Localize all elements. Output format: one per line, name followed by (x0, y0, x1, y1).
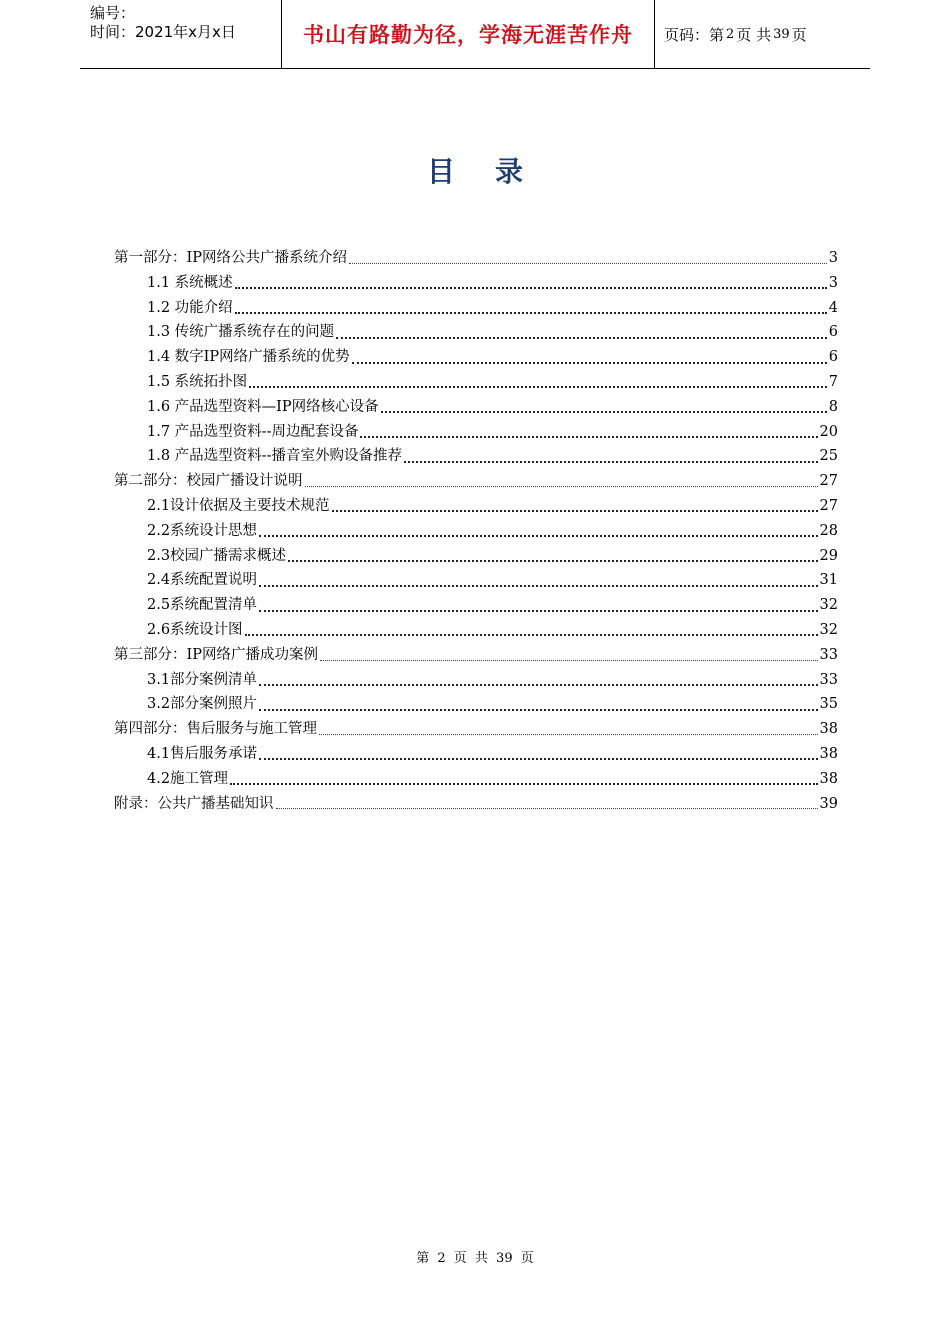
toc-entry[interactable] (114, 395, 838, 420)
toc-leader-dots (360, 435, 817, 438)
header-page-mid: 页 共 (736, 25, 772, 44)
toc-leader-dots (259, 757, 817, 760)
toc-entry[interactable] (114, 593, 838, 618)
toc-leader-dots (235, 311, 827, 314)
toc-entry[interactable] (114, 246, 838, 271)
toc-entry-label: 3.2部分案例照片 (147, 696, 258, 713)
toc-entry[interactable] (114, 519, 838, 544)
header-code-label: 编号： (90, 4, 136, 22)
page-header (80, 0, 870, 69)
header-motto: 书山有路勤为径，学海无涯苦作舟 (303, 23, 633, 47)
toc-entry-page: 35 (819, 696, 838, 713)
toc-entry-label: 2.4系统配置说明 (147, 572, 258, 589)
header-meta (80, 0, 281, 68)
toc-entry-page: 39 (819, 795, 838, 812)
toc-entry[interactable] (114, 345, 838, 370)
table-of-contents (114, 246, 838, 816)
toc-entry-label: 1.7 产品选型资料--周边配套设备 (147, 423, 359, 440)
header-page-info (655, 0, 870, 68)
toc-leader-dots (349, 262, 827, 264)
toc-entry-label: 第二部分：校园广播设计说明 (114, 473, 303, 490)
toc-entry-label: 2.2系统设计思想 (147, 522, 258, 539)
toc-entry[interactable] (114, 271, 838, 296)
toc-entry[interactable] (114, 469, 838, 494)
header-motto-cell (281, 0, 655, 68)
toc-entry-label: 1.6 产品选型资料—IP网络核心设备 (147, 398, 379, 415)
toc-leader-dots (259, 708, 817, 711)
toc-entry[interactable] (114, 618, 838, 643)
toc-entry-page: 6 (828, 324, 838, 341)
header-page-prefix: 页码：第 (664, 25, 725, 44)
toc-entry[interactable] (114, 792, 838, 817)
toc-entry-label: 2.5系统配置清单 (147, 597, 258, 614)
toc-entry-page: 27 (819, 473, 838, 490)
toc-leader-dots (259, 683, 817, 686)
toc-entry-page: 3 (828, 274, 838, 291)
toc-entry[interactable] (114, 643, 838, 668)
toc-entry-page: 27 (819, 497, 838, 514)
toc-entry-label: 2.6系统设计图 (147, 621, 243, 638)
toc-entry[interactable] (114, 296, 838, 321)
toc-entry-page: 8 (828, 398, 838, 415)
toc-leader-dots (259, 584, 817, 587)
toc-entry-page: 38 (819, 770, 838, 787)
toc-leader-dots (404, 460, 818, 463)
toc-entry[interactable] (114, 717, 838, 742)
toc-leader-dots (259, 609, 817, 612)
toc-leader-dots (332, 509, 818, 512)
toc-entry-label: 1.1 系统概述 (147, 274, 233, 291)
toc-entry-label: 4.2施工管理 (147, 770, 229, 787)
toc-leader-dots (381, 410, 827, 413)
toc-leader-dots (276, 807, 818, 809)
toc-entry-label: 第一部分：IP网络公共广播系统介绍 (114, 250, 347, 266)
toc-entry-page: 28 (819, 522, 838, 539)
toc-entry-page: 38 (819, 745, 838, 762)
toc-entry-page: 7 (828, 373, 838, 390)
toc-entry[interactable] (114, 370, 838, 395)
toc-leader-dots (319, 733, 818, 735)
toc-entry[interactable] (114, 568, 838, 593)
toc-entry[interactable] (114, 544, 838, 569)
page-footer: 第 2 页 共 39 页 (416, 1251, 534, 1266)
toc-entry[interactable] (114, 420, 838, 445)
header-page-current: 2 (726, 26, 735, 42)
toc-title: 目录 (426, 155, 563, 188)
toc-entry-page: 32 (819, 597, 838, 614)
toc-leader-dots (230, 782, 817, 785)
toc-entry[interactable] (114, 320, 838, 345)
toc-entry[interactable] (114, 494, 838, 519)
toc-entry[interactable] (114, 742, 838, 767)
toc-entry-page: 29 (819, 547, 838, 564)
toc-entry-page: 6 (828, 349, 838, 366)
toc-entry-label: 2.1设计依据及主要技术规范 (147, 497, 330, 514)
toc-entry-page: 20 (819, 423, 838, 440)
toc-leader-dots (352, 361, 827, 364)
toc-entry-page: 33 (819, 646, 838, 663)
toc-leader-dots (336, 336, 827, 339)
header-time-label: 时间：2021年x月x日 (90, 23, 236, 41)
toc-entry-label: 3.1部分案例清单 (147, 671, 258, 688)
toc-leader-dots (235, 286, 827, 289)
toc-leader-dots (288, 559, 817, 562)
toc-entry-label: 1.5 系统拓扑图 (147, 373, 248, 390)
toc-entry-page: 31 (819, 572, 838, 589)
toc-entry-label: 1.4 数字IP网络广播系统的优势 (147, 349, 350, 366)
toc-entry-page: 32 (819, 621, 838, 638)
toc-entry-label: 1.2 功能介绍 (147, 299, 233, 316)
toc-leader-dots (305, 485, 818, 487)
toc-leader-dots (249, 385, 827, 388)
toc-entry-page: 38 (819, 721, 838, 738)
toc-entry[interactable] (114, 692, 838, 717)
toc-entry-page: 3 (828, 250, 838, 266)
toc-entry-label: 2.3校园广播需求概述 (147, 547, 287, 564)
toc-entry-page: 25 (819, 448, 838, 465)
toc-entry-label: 附录：公共广播基础知识 (114, 795, 274, 812)
toc-entry[interactable] (114, 444, 838, 469)
toc-entry-label: 4.1售后服务承诺 (147, 745, 258, 762)
toc-leader-dots (320, 659, 818, 661)
toc-entry-label: 第四部分：售后服务与施工管理 (114, 721, 317, 738)
header-page-suffix: 页 (791, 25, 807, 44)
toc-leader-dots (245, 633, 818, 636)
header-page-total: 39 (773, 26, 790, 42)
toc-leader-dots (259, 534, 817, 537)
toc-entry-label: 第三部分：IP网络广播成功案例 (114, 646, 318, 663)
toc-entry-page: 4 (828, 299, 838, 316)
toc-entry-page: 33 (819, 671, 838, 688)
toc-entry[interactable] (114, 767, 838, 792)
toc-entry-label: 1.3 传统广播系统存在的问题 (147, 324, 335, 341)
toc-entry-label: 1.8 产品选型资料--播音室外购设备推荐 (147, 448, 402, 465)
toc-entry[interactable] (114, 668, 838, 693)
